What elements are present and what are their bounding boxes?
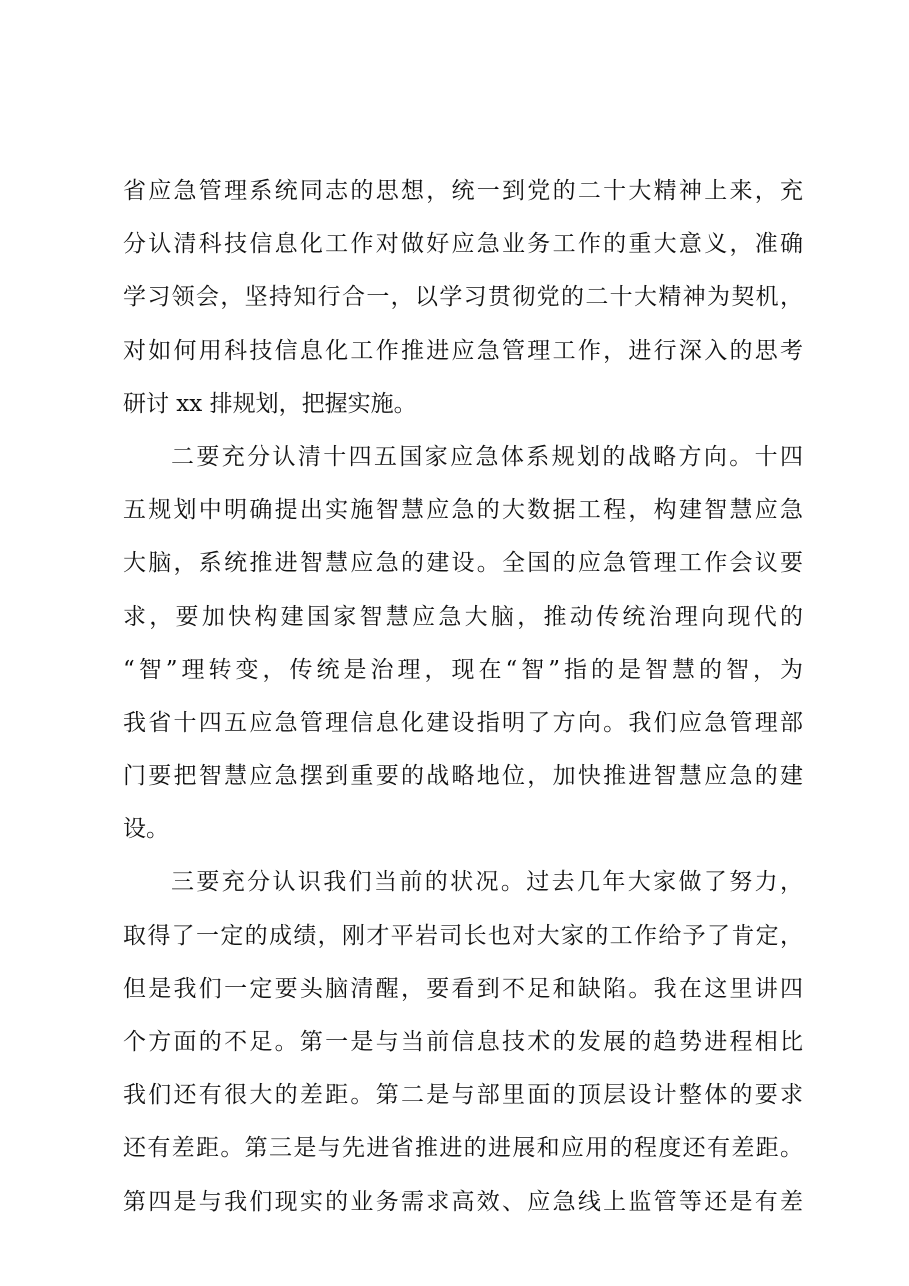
text-line: 研讨 xx 排规划，把握实施。 — [123, 390, 417, 417]
paragraph-start-line: 三要充分认识我们当前的状况。过去几年大家做了努力， — [171, 869, 803, 896]
text-line: 取得了一定的成绩，刚才平岩司长也对大家的工作给予了肯定， — [123, 922, 803, 949]
text-line: 大脑，系统推进智慧应急的建设。全国的应急管理工作会议要 — [123, 550, 803, 577]
body-text — [123, 165, 803, 1229]
text-line: 我们还有很大的差距。第二是与部里面的顶层设计整体的要求 — [123, 1082, 803, 1109]
text-line: 学习领会，坚持知行合一，以学习贯彻党的二十大精神为契机， — [123, 284, 803, 311]
text-line: 门要把智慧应急摆到重要的战略地位，加快推进智慧应急的建 — [123, 763, 803, 790]
text-line: 五规划中明确提出实施智慧应急的大数据工程，构建智慧应急 — [123, 497, 803, 524]
text-line: 设。 — [123, 816, 169, 843]
paragraph-start-line: 二要充分认清十四五国家应急体系规划的战略方向。十四 — [171, 443, 803, 470]
text-line: 我省十四五应急管理信息化建设指明了方向。我们应急管理部 — [123, 709, 803, 736]
text-line: 对如何用科技信息化工作推进应急管理工作，进行深入的思考 — [123, 337, 803, 364]
text-line: 但是我们一定要头脑清醒，要看到不足和缺陷。我在这里讲四 — [123, 975, 803, 1002]
text-line: 省应急管理系统同志的思想，统一到党的二十大精神上来，充 — [123, 178, 803, 204]
text-line: “智”理转变，传统是治理，现在“智”指的是智慧的智，为 — [123, 656, 803, 683]
text-line: 求，要加快构建国家智慧应急大脑，推动传统治理向现代的 — [123, 603, 803, 630]
text-line: 个方面的不足。第一是与当前信息技术的发展的趋势进程相比 — [123, 1029, 803, 1055]
text-line: 分认清科技信息化工作对做好应急业务工作的重大意义，准确 — [123, 231, 803, 258]
text-line: 还有差距。第三是与先进省推进的进展和应用的程度还有差距。 — [123, 1135, 803, 1162]
text-line: 第四是与我们现实的业务需求高效、应急线上监管等还是有差 — [123, 1188, 803, 1215]
